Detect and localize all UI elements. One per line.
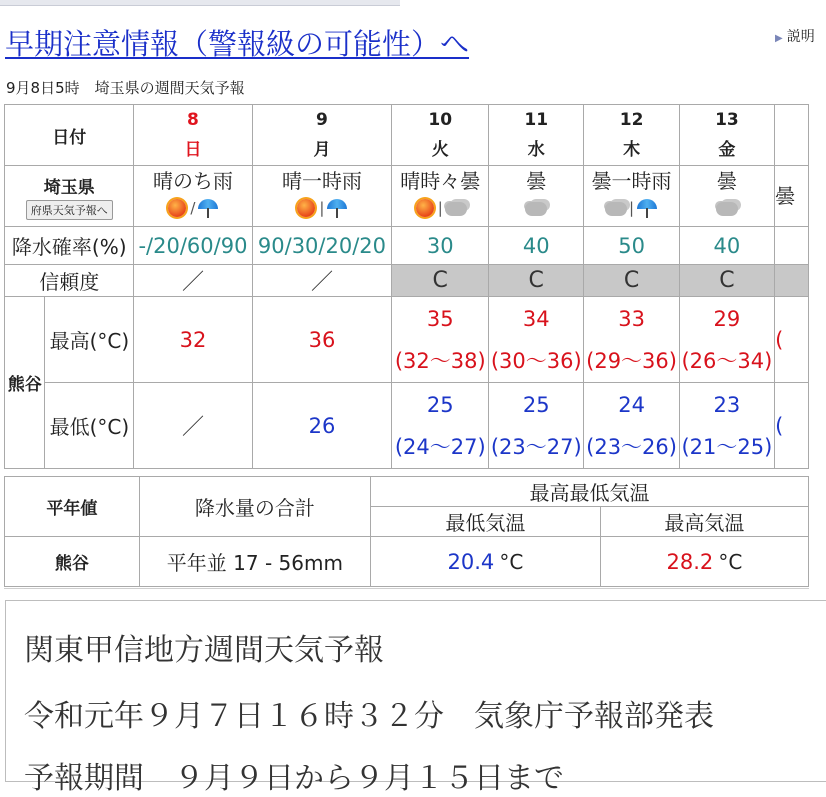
explain-label: 説明	[786, 29, 815, 45]
weather-text: 晴のち雨	[152, 169, 233, 193]
max-temp-cell	[392, 297, 489, 383]
day-of-week: 金	[718, 140, 736, 160]
day-number: 13	[715, 110, 739, 130]
max-temp-range: (29～36)	[586, 348, 677, 373]
umbrella-icon	[635, 196, 659, 220]
day-cell	[679, 105, 774, 166]
day-number: 8	[187, 110, 199, 130]
unit-label: °C	[499, 549, 524, 574]
max-temp-range: (32～38)	[394, 348, 486, 373]
precip-total-label: 降水量の合計	[139, 477, 370, 537]
reliability-value: C	[489, 265, 584, 297]
weather-text: 曇	[526, 169, 547, 193]
top-tab-strip	[0, 0, 400, 6]
min-temp-cell	[775, 383, 809, 469]
temp-normals-header: 最高最低気温	[370, 477, 808, 507]
reliability-value: C	[392, 265, 489, 297]
day-cell	[134, 105, 252, 166]
weather-cell	[252, 166, 392, 227]
icon-separator: /	[190, 199, 196, 217]
day-cell	[489, 105, 584, 166]
max-normal-label: 最高気温	[600, 507, 808, 537]
max-temp-cell	[584, 297, 679, 383]
reliability-value: ／	[252, 265, 392, 297]
min-label: 最低(°C)	[45, 383, 134, 469]
min-temp-cell	[392, 383, 489, 469]
weather-cell	[775, 166, 809, 227]
max-temp: 36	[252, 297, 392, 383]
max-normal-value: 28.2	[666, 549, 714, 574]
day-number: 10	[428, 110, 453, 130]
icon-separator: |	[437, 199, 443, 217]
day-of-week: 月	[313, 140, 331, 160]
normals-value-row	[5, 537, 809, 587]
min-temp-range: (24～27)	[394, 434, 486, 459]
early-warning-link[interactable]: 早期注意情報（警報級の可能性）へ	[5, 27, 470, 61]
weather-cell	[584, 166, 679, 227]
max-temp-cell	[489, 297, 584, 383]
pop-value: 40	[489, 227, 584, 265]
normals-header-row	[5, 477, 809, 507]
weather-text: 曇	[775, 184, 796, 208]
pop-row	[5, 227, 809, 265]
prefecture-cell	[5, 166, 134, 227]
regional-forecast-notice	[5, 600, 826, 796]
day-number: 11	[524, 110, 549, 130]
day-cell	[392, 105, 489, 166]
max-temp: 34	[522, 306, 550, 331]
pop-value: -/20/60/90	[134, 227, 252, 265]
min-temp-cell	[679, 383, 774, 469]
min-temp-row	[5, 383, 809, 469]
pop-value: 40	[679, 227, 774, 265]
sun-icon	[165, 196, 189, 220]
cloud-icon	[715, 196, 739, 220]
notice-period: 予報期間 ９月９日から９月１５日まで	[24, 761, 564, 796]
normals-table	[4, 476, 809, 587]
day-of-week: 木	[623, 140, 641, 160]
min-temp: 26	[252, 383, 392, 469]
min-temp-range: (23～26)	[586, 434, 677, 459]
icon-separator: |	[629, 199, 635, 217]
min-temp-cell	[584, 383, 679, 469]
notice-issued: 令和元年９月７日１６時３２分 気象庁予報部発表	[24, 699, 714, 734]
unit-label: °C	[718, 549, 743, 574]
date-row	[5, 105, 809, 166]
day-cell	[584, 105, 679, 166]
max-temp-range: (30～36)	[490, 348, 582, 373]
reliability-row	[5, 265, 809, 297]
min-temp-range: (21～25)	[681, 434, 773, 459]
prefecture-name: 埼玉県	[43, 177, 95, 198]
min-temp: 23	[713, 392, 741, 417]
normals-city: 熊谷	[5, 537, 140, 587]
day-of-week: 火	[431, 140, 449, 160]
max-label: 最高(°C)	[45, 297, 134, 383]
divider	[4, 588, 809, 589]
forecast-subtitle: 9月8日5時 埼玉県の週間天気予報	[6, 79, 245, 97]
weather-cell	[134, 166, 252, 227]
max-temp-range: (26～34)	[681, 348, 773, 373]
umbrella-icon	[325, 196, 349, 220]
day-number: 12	[619, 110, 644, 130]
cloud-icon	[444, 196, 468, 220]
pop-value: 50	[584, 227, 679, 265]
max-temp: 33	[618, 306, 645, 331]
min-temp: 24	[618, 392, 645, 417]
date-header: 日付	[5, 105, 134, 166]
min-normal-cell	[370, 537, 600, 587]
normals-header: 平年値	[5, 477, 140, 537]
weather-text: 曇	[716, 169, 737, 193]
pop-value: 30	[392, 227, 489, 265]
weather-cell	[679, 166, 774, 227]
max-temp-row	[5, 297, 809, 383]
max-temp: 35	[426, 306, 454, 331]
notice-title: 関東甲信地方週間天気予報	[24, 633, 384, 668]
pop-value	[775, 227, 809, 265]
icon-separator: |	[319, 199, 325, 217]
min-temp: ／	[134, 383, 252, 469]
max-temp-cell	[679, 297, 774, 383]
reliability-label: 信頼度	[5, 265, 134, 297]
cloud-icon	[524, 196, 548, 220]
day-of-week: 日	[184, 140, 202, 160]
precip-normal-value: 平年並 17 - 56mm	[139, 537, 370, 587]
reliability-value	[775, 265, 809, 297]
day-number: 9	[316, 110, 328, 130]
max-temp: 29	[713, 306, 741, 331]
prefecture-forecast-button[interactable]: 府県天気予報へ	[26, 200, 113, 220]
min-temp-range: (23～27)	[490, 434, 582, 459]
reliability-value: C	[584, 265, 679, 297]
weather-text: 曇一時雨	[591, 169, 672, 193]
max-temp-range: (	[775, 327, 784, 352]
sun-icon	[294, 196, 318, 220]
pop-label: 降水確率(%)	[5, 227, 134, 265]
min-temp: 25	[426, 392, 454, 417]
weather-text: 晴一時雨	[281, 169, 362, 193]
umbrella-icon	[196, 196, 220, 220]
cloud-icon	[604, 196, 628, 220]
max-temp-cell	[775, 297, 809, 383]
min-normal-value: 20.4	[447, 549, 495, 574]
weather-text: 晴時々曇	[400, 169, 481, 193]
pop-value: 90/30/20/20	[252, 227, 392, 265]
min-temp: 25	[522, 392, 550, 417]
weather-cell	[392, 166, 489, 227]
day-cell	[775, 105, 809, 166]
min-temp-cell	[489, 383, 584, 469]
explain-link[interactable]	[775, 26, 815, 46]
day-cell	[252, 105, 392, 166]
max-temp: 32	[134, 297, 252, 383]
day-of-week: 水	[527, 140, 545, 160]
triangle-icon: ▶	[775, 33, 783, 44]
reliability-value: ／	[134, 265, 252, 297]
min-temp-range: (	[775, 413, 784, 438]
weather-row	[5, 166, 809, 227]
city-label: 熊谷	[5, 297, 45, 469]
sun-icon	[413, 196, 437, 220]
weekly-forecast-table	[4, 104, 809, 469]
max-normal-cell	[600, 537, 808, 587]
weather-cell	[489, 166, 584, 227]
reliability-value: C	[679, 265, 774, 297]
min-normal-label: 最低気温	[370, 507, 600, 537]
